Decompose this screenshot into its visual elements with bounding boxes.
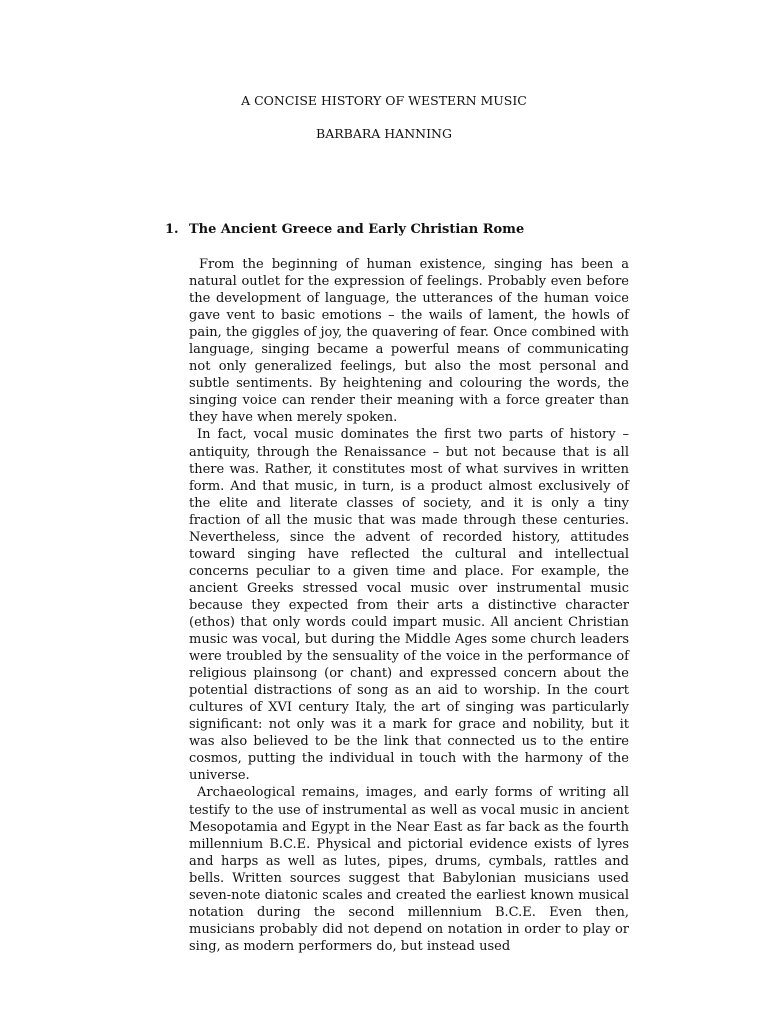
section-title: The Ancient Greece and Early Christian Rome xyxy=(189,222,525,237)
paragraph-3: Archaeological remains, images, and early forms of writing all testify to the use of instrumental as well as vocal music in ancient Mesopotamia and Egypt in the Near East as far back as the fourth millennium B.C.E. Physical and pictorial evidence exists of lyres and harps as well as lutes, pipes, drums, cymbals, rattles and bells. Written sources suggest that Babylonian musicians used seven-note diatonic scales and created the earliest known musical notation during the second millennium B.C.E. Even then, musicians probably did not depend on notation in order to play or sing, as modern performers do, but instead used xyxy=(189,785,629,954)
section-body xyxy=(189,256,629,955)
document-author: BARBARA HANNING xyxy=(316,126,452,141)
paragraph-1: From the beginning of human existence, singing has been a natural outlet for the expression of feelings. Probably even before the development of language, the utterances of the human voice gave vent to basic emotions – the wails of lament, the howls of pain, the giggles of joy, the quavering of fear. Once combined with language, singing became a powerful means of communicating not only generalized feelings, but also the most personal and subtle sentiments. By heightening and colouring the words, the singing voice can render their meaning with a force greater than they have when merely spoken. xyxy=(189,257,629,426)
paragraph-2: In fact, vocal music dominates the first two parts of history – antiquity, through the Renaissance – but not because that is all there was. Rather, it constitutes most of what survives in written form. And that music, in turn, is a product almost exclusively of the elite and literate classes of society, and it is only a tiny fraction of all the music that was made through these centuries. Nevertheless, since the advent of recorded history, attitudes toward singing have reflected the cultural and intellectual concerns peculiar to a given time and place. For example, the ancient Greeks stressed vocal music over instrumental music because they expected from their arts a distinctive character (ethos) that only words could impart music. All ancient Christian music was vocal, but during the Middle Ages some church leaders were troubled by the sensuality of the voice in the performance of religious plainsong (or chant) and expressed concern about the potential distractions of song as an aid to worship. In the court cultures of XVI century Italy, the art of singing was particularly significant: not only was it a mark for grace and nobility, but it was also believed to be the link that connected us to the entire cosmos, putting the individual in touch with the harmony of the universe. xyxy=(189,427,629,784)
document-title: A CONCISE HISTORY OF WESTERN MUSIC xyxy=(241,93,527,108)
section-number: 1. xyxy=(165,222,179,237)
section-heading xyxy=(165,222,524,237)
